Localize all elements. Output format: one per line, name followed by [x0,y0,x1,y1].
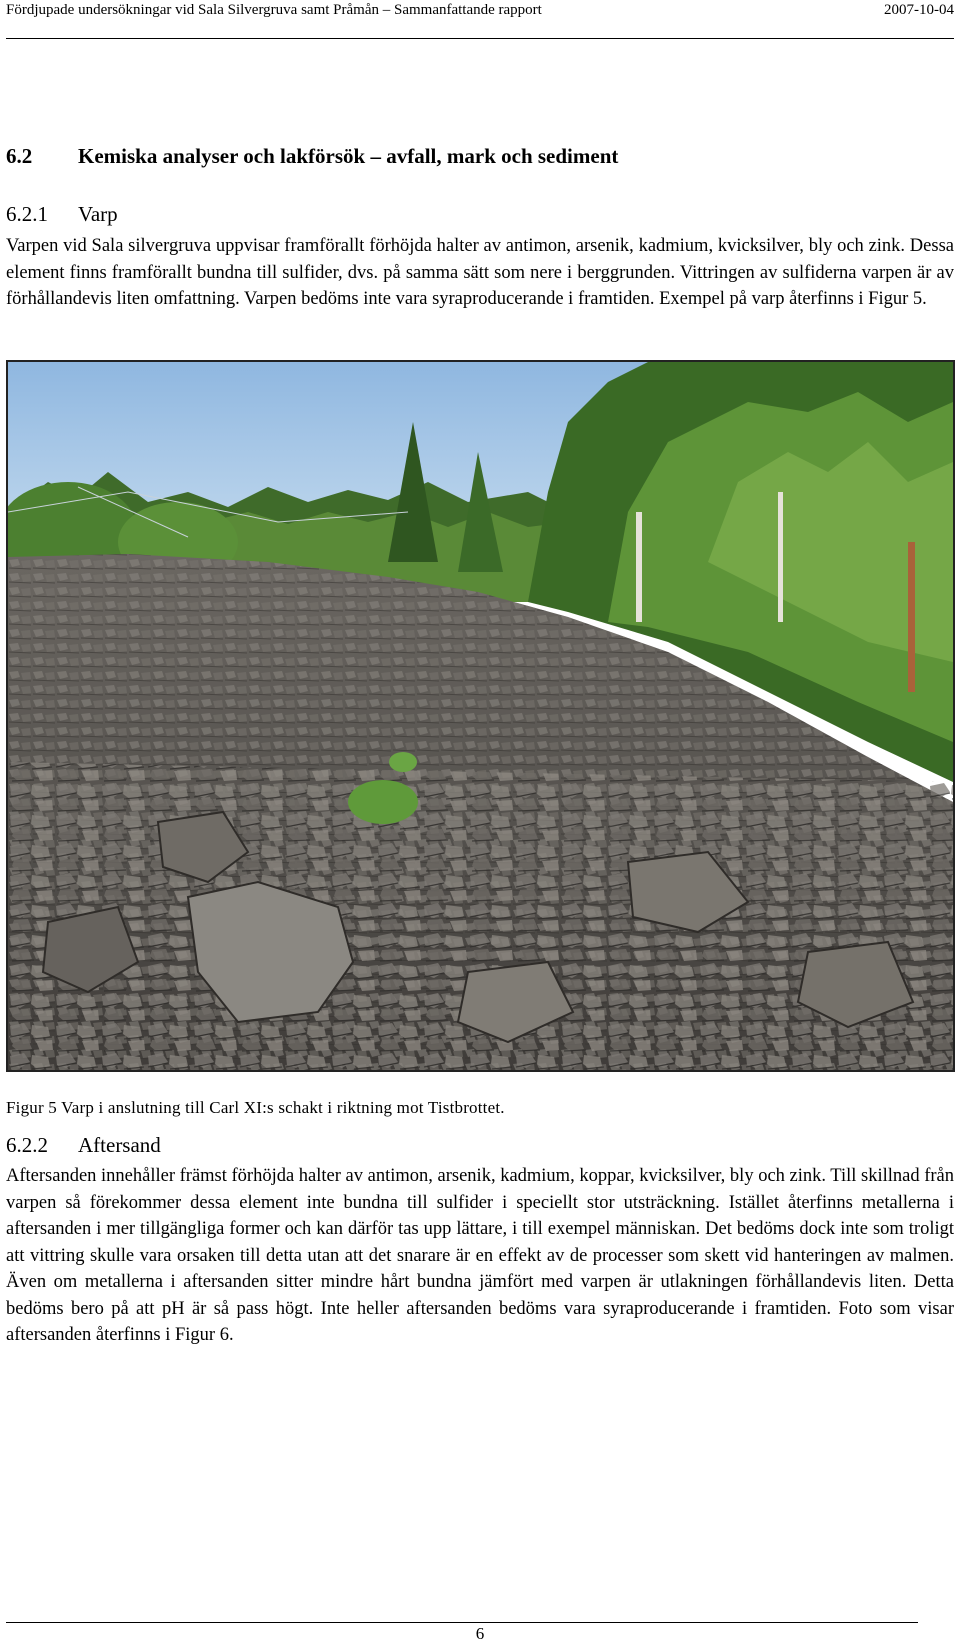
section-title: Kemiska analyser och lakförsök – avfall, mark och sediment [78,144,619,168]
subsection-title: Varp [78,202,118,226]
subsection-heading-aftersand [6,1133,161,1158]
section-number: 6.2 [6,144,33,168]
photo-illustration [8,362,953,1070]
page-header [6,0,954,39]
header-date: 2007-10-04 [884,2,954,18]
header-title: Fördjupade undersökningar vid Sala Silvergruva samt Pråmån – Sammanfattande rapport [6,2,542,18]
footer-divider [6,1622,918,1623]
subsection-number: 6.2.1 [6,202,48,226]
page-number: 6 [475,1624,485,1643]
subsection-heading-varp [6,202,118,227]
figure-caption: Figur 5 Varp i anslutning till Carl XI:s schakt i riktning mot Tistbrottet. [6,1098,505,1117]
aftersand-paragraph: Aftersanden innehåller främst förhöjda halter av antimon, arsenik, kadmium, koppar, kvicksilver, bly och zink. Till skillnad från varpen så förekommer dessa element inte bundna till sulfider i speciellt stor utsträckning. Istället återfinns metallerna i aftersanden i mer tillgängliga former och kan därför tas upp lättare, i till exempel människan. Det bedöms dock inte som troligt att vittring skulle vara orsaken till detta utan att det snarare är en effekt av de processer som skett vid hanteringen av malmen. Även om metallerna i aftersanden sitter mindre hårt bundna jämfört med varpen är utlakningen förhållandevis liten. Detta bedöms bero på att pH är så pass högt. Inte heller aftersanden bedöms vara syraproducerande i framtiden. Foto som visar aftersanden återfinns i Figur 6. [6,1166,954,1345]
waste-rock-photo [6,360,955,1072]
section-heading [6,144,618,169]
subsection-title: Aftersand [78,1133,161,1157]
varp-paragraph: Varpen vid Sala silvergruva uppvisar framförallt förhöjda halter av antimon, arsenik, kadmium, kvicksilver, bly och zink. Dessa element finns framförallt bundna till sulfider, dvs. på samma sätt som nere i berggrunden. Vittringen av sulfiderna varpen är av förhållandevis liten omfattning. Varpen bedöms inte vara syraproducerande i framtiden. Exempel på varp återfinns i Figur 5. [6,236,954,309]
subsection-number: 6.2.2 [6,1133,48,1157]
